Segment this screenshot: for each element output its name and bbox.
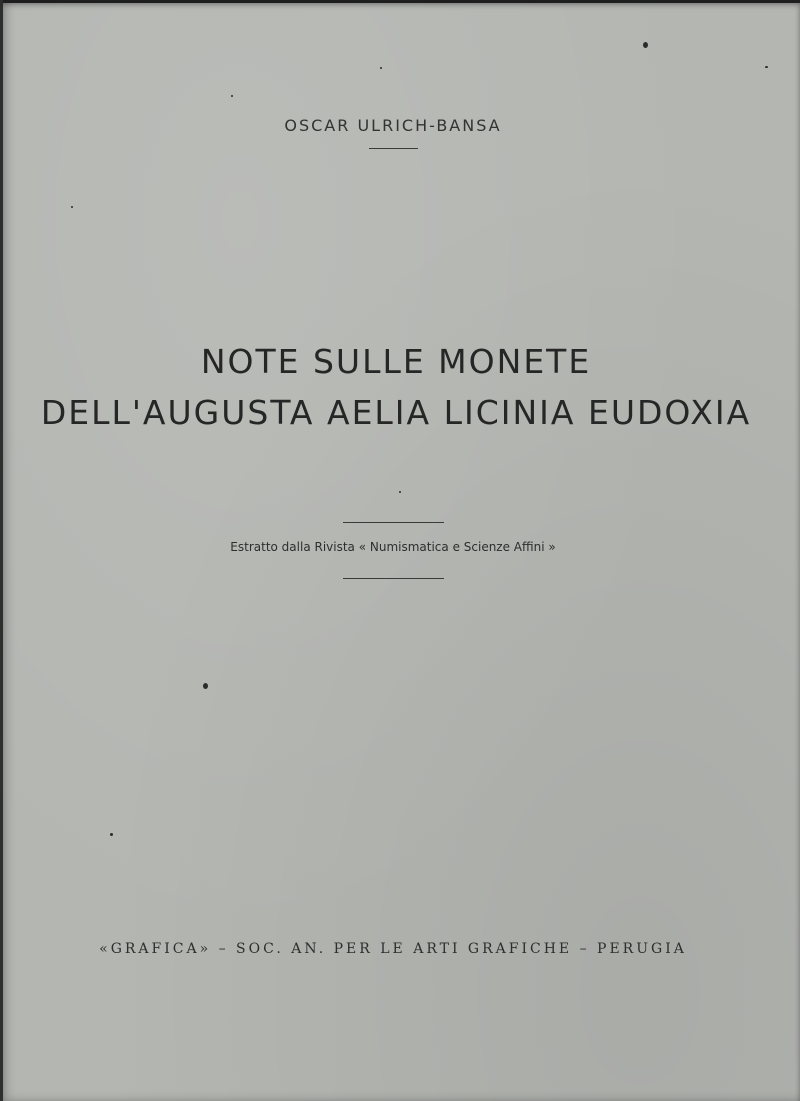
- title-line-2: DELL'AUGUSTA AELIA LICINIA EUDOXIA: [40, 393, 752, 432]
- title-line-1: NOTE SULLE MONETE: [200, 342, 592, 381]
- paper-speck: [231, 95, 233, 97]
- subtitle-bottom-divider: [343, 578, 444, 579]
- paper-speck: [643, 42, 648, 48]
- paper-speck: [110, 833, 113, 836]
- author-name: OSCAR ULRICH-BANSA: [284, 116, 502, 135]
- paper-speck: [765, 66, 768, 68]
- publisher-line: «GRAFICA» – SOC. AN. PER LE ARTI GRAFICHE – PERUGIA: [99, 941, 687, 957]
- paper-speck: [380, 67, 382, 69]
- author-divider: [369, 148, 418, 149]
- subtitle: Estratto dalla Rivista « Numismatica e Scienze Affini »: [230, 540, 556, 554]
- paper-speck: [203, 683, 208, 689]
- subtitle-top-divider: [343, 522, 444, 523]
- cover-top-edge: [0, 0, 800, 3]
- paper-speck: [71, 206, 73, 208]
- paper-speck: [399, 491, 401, 493]
